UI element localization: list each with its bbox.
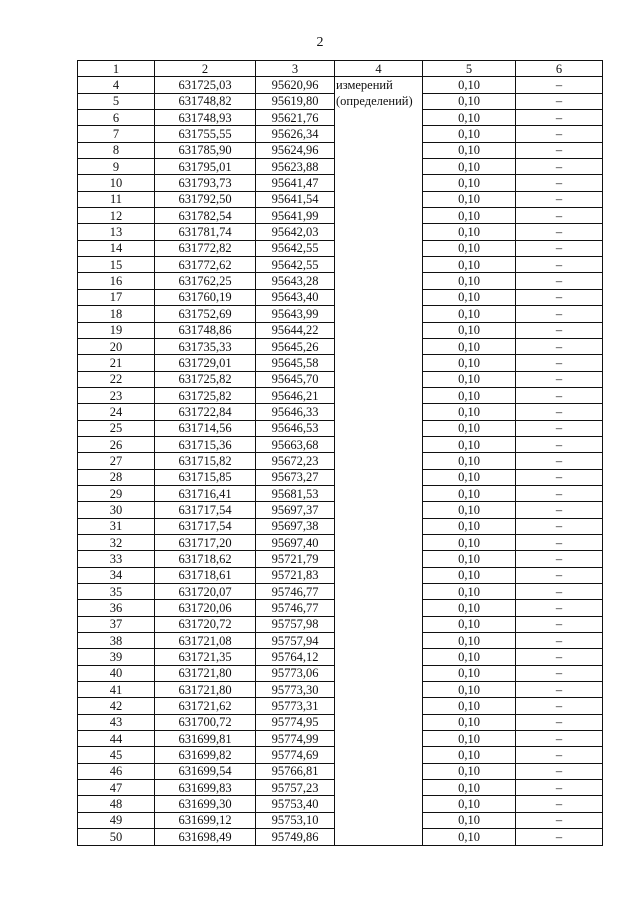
header-cell: 3: [256, 61, 335, 77]
y-coordinate-cell: 95774,95: [256, 714, 335, 730]
description-cell: –: [516, 469, 603, 485]
description-cell: –: [516, 584, 603, 600]
y-coordinate-cell: 95643,28: [256, 273, 335, 289]
table-header-row: [78, 61, 603, 77]
y-coordinate-cell: 95673,27: [256, 469, 335, 485]
y-coordinate-cell: 95645,58: [256, 355, 335, 371]
y-coordinate-cell: 95619,80: [256, 93, 335, 109]
x-coordinate-cell: 631785,90: [155, 142, 256, 158]
x-coordinate-cell: 631752,69: [155, 306, 256, 322]
y-coordinate-cell: 95721,83: [256, 567, 335, 583]
x-coordinate-cell: 631792,50: [155, 191, 256, 207]
accuracy-cell: 0,10: [423, 584, 516, 600]
point-number-cell: 39: [78, 649, 155, 665]
x-coordinate-cell: 631725,82: [155, 371, 256, 387]
y-coordinate-cell: 95642,55: [256, 240, 335, 256]
x-coordinate-cell: 631725,82: [155, 387, 256, 403]
x-coordinate-cell: 631715,36: [155, 436, 256, 452]
description-cell: –: [516, 829, 603, 845]
y-coordinate-cell: 95645,26: [256, 338, 335, 354]
description-cell: –: [516, 485, 603, 501]
y-coordinate-cell: 95681,53: [256, 485, 335, 501]
description-cell: –: [516, 534, 603, 550]
header-cell: 5: [423, 61, 516, 77]
accuracy-cell: 0,10: [423, 812, 516, 828]
y-coordinate-cell: 95641,99: [256, 208, 335, 224]
x-coordinate-cell: 631748,82: [155, 93, 256, 109]
point-number-cell: 20: [78, 338, 155, 354]
y-coordinate-cell: 95623,88: [256, 159, 335, 175]
x-coordinate-cell: 631782,54: [155, 208, 256, 224]
x-coordinate-cell: 631699,30: [155, 796, 256, 812]
method-text-line: измерений: [336, 78, 393, 93]
point-number-cell: 38: [78, 633, 155, 649]
point-number-cell: 19: [78, 322, 155, 338]
description-cell: –: [516, 404, 603, 420]
description-cell: –: [516, 763, 603, 779]
description-cell: –: [516, 191, 603, 207]
header-cell: 4: [335, 61, 423, 77]
y-coordinate-cell: 95697,37: [256, 502, 335, 518]
description-cell: –: [516, 436, 603, 452]
x-coordinate-cell: 631748,86: [155, 322, 256, 338]
accuracy-cell: 0,10: [423, 159, 516, 175]
accuracy-cell: 0,10: [423, 453, 516, 469]
description-cell: –: [516, 796, 603, 812]
accuracy-cell: 0,10: [423, 796, 516, 812]
description-cell: –: [516, 208, 603, 224]
description-cell: –: [516, 731, 603, 747]
method-cell: [335, 77, 423, 845]
point-number-cell: 40: [78, 665, 155, 681]
point-number-cell: 41: [78, 682, 155, 698]
description-cell: –: [516, 714, 603, 730]
y-coordinate-cell: 95746,77: [256, 600, 335, 616]
x-coordinate-cell: 631721,08: [155, 633, 256, 649]
method-text-line: (определений): [336, 94, 413, 109]
x-coordinate-cell: 631793,73: [155, 175, 256, 191]
x-coordinate-cell: 631781,74: [155, 224, 256, 240]
x-coordinate-cell: 631762,25: [155, 273, 256, 289]
x-coordinate-cell: 631720,07: [155, 584, 256, 600]
x-coordinate-cell: 631715,85: [155, 469, 256, 485]
point-number-cell: 29: [78, 485, 155, 501]
accuracy-cell: 0,10: [423, 404, 516, 420]
y-coordinate-cell: 95757,98: [256, 616, 335, 632]
point-number-cell: 9: [78, 159, 155, 175]
y-coordinate-cell: 95643,99: [256, 306, 335, 322]
x-coordinate-cell: 631699,82: [155, 747, 256, 763]
point-number-cell: 15: [78, 257, 155, 273]
accuracy-cell: 0,10: [423, 208, 516, 224]
accuracy-cell: 0,10: [423, 436, 516, 452]
accuracy-cell: 0,10: [423, 306, 516, 322]
y-coordinate-cell: 95721,79: [256, 551, 335, 567]
point-number-cell: 6: [78, 110, 155, 126]
point-number-cell: 28: [78, 469, 155, 485]
accuracy-cell: 0,10: [423, 273, 516, 289]
point-number-cell: 44: [78, 731, 155, 747]
x-coordinate-cell: 631720,06: [155, 600, 256, 616]
point-number-cell: 34: [78, 567, 155, 583]
accuracy-cell: 0,10: [423, 551, 516, 567]
x-coordinate-cell: 631721,35: [155, 649, 256, 665]
accuracy-cell: 0,10: [423, 191, 516, 207]
point-number-cell: 30: [78, 502, 155, 518]
point-number-cell: 37: [78, 616, 155, 632]
accuracy-cell: 0,10: [423, 224, 516, 240]
y-coordinate-cell: 95753,10: [256, 812, 335, 828]
x-coordinate-cell: 631721,80: [155, 665, 256, 681]
y-coordinate-cell: 95773,06: [256, 665, 335, 681]
description-cell: –: [516, 453, 603, 469]
point-number-cell: 17: [78, 289, 155, 305]
description-cell: –: [516, 420, 603, 436]
accuracy-cell: 0,10: [423, 485, 516, 501]
accuracy-cell: 0,10: [423, 77, 516, 93]
description-cell: –: [516, 273, 603, 289]
y-coordinate-cell: 95697,38: [256, 518, 335, 534]
description-cell: –: [516, 616, 603, 632]
y-coordinate-cell: 95672,23: [256, 453, 335, 469]
point-number-cell: 27: [78, 453, 155, 469]
point-number-cell: 23: [78, 387, 155, 403]
x-coordinate-cell: 631795,01: [155, 159, 256, 175]
point-number-cell: 10: [78, 175, 155, 191]
point-number-cell: 50: [78, 829, 155, 845]
x-coordinate-cell: 631760,19: [155, 289, 256, 305]
accuracy-cell: 0,10: [423, 829, 516, 845]
y-coordinate-cell: 95642,55: [256, 257, 335, 273]
description-cell: –: [516, 518, 603, 534]
x-coordinate-cell: 631755,55: [155, 126, 256, 142]
accuracy-cell: 0,10: [423, 747, 516, 763]
point-number-cell: 22: [78, 371, 155, 387]
coordinates-table: [77, 60, 603, 846]
description-cell: –: [516, 502, 603, 518]
point-number-cell: 4: [78, 77, 155, 93]
accuracy-cell: 0,10: [423, 387, 516, 403]
x-coordinate-cell: 631718,62: [155, 551, 256, 567]
accuracy-cell: 0,10: [423, 502, 516, 518]
point-number-cell: 35: [78, 584, 155, 600]
accuracy-cell: 0,10: [423, 420, 516, 436]
point-number-cell: 33: [78, 551, 155, 567]
x-coordinate-cell: 631748,93: [155, 110, 256, 126]
y-coordinate-cell: 95646,53: [256, 420, 335, 436]
x-coordinate-cell: 631725,03: [155, 77, 256, 93]
description-cell: –: [516, 224, 603, 240]
y-coordinate-cell: 95644,22: [256, 322, 335, 338]
x-coordinate-cell: 631722,84: [155, 404, 256, 420]
x-coordinate-cell: 631729,01: [155, 355, 256, 371]
description-cell: –: [516, 355, 603, 371]
accuracy-cell: 0,10: [423, 780, 516, 796]
accuracy-cell: 0,10: [423, 600, 516, 616]
description-cell: –: [516, 633, 603, 649]
x-coordinate-cell: 631718,61: [155, 567, 256, 583]
point-number-cell: 25: [78, 420, 155, 436]
accuracy-cell: 0,10: [423, 534, 516, 550]
accuracy-cell: 0,10: [423, 714, 516, 730]
accuracy-cell: 0,10: [423, 518, 516, 534]
y-coordinate-cell: 95646,21: [256, 387, 335, 403]
description-cell: –: [516, 77, 603, 93]
description-cell: –: [516, 812, 603, 828]
x-coordinate-cell: 631715,82: [155, 453, 256, 469]
point-number-cell: 49: [78, 812, 155, 828]
description-cell: –: [516, 142, 603, 158]
accuracy-cell: 0,10: [423, 338, 516, 354]
description-cell: –: [516, 698, 603, 714]
description-cell: –: [516, 322, 603, 338]
point-number-cell: 31: [78, 518, 155, 534]
y-coordinate-cell: 95626,34: [256, 126, 335, 142]
x-coordinate-cell: 631699,12: [155, 812, 256, 828]
description-cell: –: [516, 289, 603, 305]
y-coordinate-cell: 95773,30: [256, 682, 335, 698]
x-coordinate-cell: 631717,54: [155, 502, 256, 518]
point-number-cell: 5: [78, 93, 155, 109]
accuracy-cell: 0,10: [423, 289, 516, 305]
accuracy-cell: 0,10: [423, 355, 516, 371]
y-coordinate-cell: 95624,96: [256, 142, 335, 158]
accuracy-cell: 0,10: [423, 257, 516, 273]
y-coordinate-cell: 95774,99: [256, 731, 335, 747]
y-coordinate-cell: 95641,47: [256, 175, 335, 191]
y-coordinate-cell: 95642,03: [256, 224, 335, 240]
point-number-cell: 32: [78, 534, 155, 550]
x-coordinate-cell: 631772,62: [155, 257, 256, 273]
description-cell: –: [516, 240, 603, 256]
point-number-cell: 21: [78, 355, 155, 371]
accuracy-cell: 0,10: [423, 763, 516, 779]
point-number-cell: 36: [78, 600, 155, 616]
description-cell: –: [516, 126, 603, 142]
header-cell: 6: [516, 61, 603, 77]
description-cell: –: [516, 257, 603, 273]
page-number: 2: [316, 35, 324, 50]
accuracy-cell: 0,10: [423, 567, 516, 583]
description-cell: –: [516, 567, 603, 583]
accuracy-cell: 0,10: [423, 240, 516, 256]
x-coordinate-cell: 631735,33: [155, 338, 256, 354]
header-cell: 1: [78, 61, 155, 77]
x-coordinate-cell: 631720,72: [155, 616, 256, 632]
point-number-cell: 16: [78, 273, 155, 289]
y-coordinate-cell: 95774,69: [256, 747, 335, 763]
accuracy-cell: 0,10: [423, 682, 516, 698]
y-coordinate-cell: 95746,77: [256, 584, 335, 600]
accuracy-cell: 0,10: [423, 175, 516, 191]
point-number-cell: 7: [78, 126, 155, 142]
accuracy-cell: 0,10: [423, 93, 516, 109]
accuracy-cell: 0,10: [423, 142, 516, 158]
accuracy-cell: 0,10: [423, 371, 516, 387]
y-coordinate-cell: 95620,96: [256, 77, 335, 93]
point-number-cell: 13: [78, 224, 155, 240]
x-coordinate-cell: 631721,62: [155, 698, 256, 714]
x-coordinate-cell: 631772,82: [155, 240, 256, 256]
point-number-cell: 12: [78, 208, 155, 224]
table-body: [78, 61, 603, 846]
header-cell: 2: [155, 61, 256, 77]
accuracy-cell: 0,10: [423, 731, 516, 747]
accuracy-cell: 0,10: [423, 698, 516, 714]
table-row: [78, 77, 603, 93]
description-cell: –: [516, 682, 603, 698]
point-number-cell: 43: [78, 714, 155, 730]
description-cell: –: [516, 387, 603, 403]
y-coordinate-cell: 95663,68: [256, 436, 335, 452]
x-coordinate-cell: 631714,56: [155, 420, 256, 436]
x-coordinate-cell: 631721,80: [155, 682, 256, 698]
x-coordinate-cell: 631699,54: [155, 763, 256, 779]
y-coordinate-cell: 95749,86: [256, 829, 335, 845]
x-coordinate-cell: 631699,81: [155, 731, 256, 747]
description-cell: –: [516, 338, 603, 354]
x-coordinate-cell: 631717,20: [155, 534, 256, 550]
description-cell: –: [516, 551, 603, 567]
description-cell: –: [516, 306, 603, 322]
description-cell: –: [516, 175, 603, 191]
description-cell: –: [516, 159, 603, 175]
accuracy-cell: 0,10: [423, 633, 516, 649]
y-coordinate-cell: 95645,70: [256, 371, 335, 387]
y-coordinate-cell: 95757,23: [256, 780, 335, 796]
point-number-cell: 48: [78, 796, 155, 812]
y-coordinate-cell: 95646,33: [256, 404, 335, 420]
description-cell: –: [516, 110, 603, 126]
accuracy-cell: 0,10: [423, 126, 516, 142]
y-coordinate-cell: 95757,94: [256, 633, 335, 649]
x-coordinate-cell: 631700,72: [155, 714, 256, 730]
accuracy-cell: 0,10: [423, 110, 516, 126]
accuracy-cell: 0,10: [423, 469, 516, 485]
description-cell: –: [516, 780, 603, 796]
description-cell: –: [516, 649, 603, 665]
y-coordinate-cell: 95753,40: [256, 796, 335, 812]
x-coordinate-cell: 631698,49: [155, 829, 256, 845]
y-coordinate-cell: 95773,31: [256, 698, 335, 714]
accuracy-cell: 0,10: [423, 649, 516, 665]
point-number-cell: 24: [78, 404, 155, 420]
description-cell: –: [516, 600, 603, 616]
point-number-cell: 8: [78, 142, 155, 158]
accuracy-cell: 0,10: [423, 616, 516, 632]
y-coordinate-cell: 95621,76: [256, 110, 335, 126]
point-number-cell: 42: [78, 698, 155, 714]
point-number-cell: 18: [78, 306, 155, 322]
x-coordinate-cell: 631716,41: [155, 485, 256, 501]
x-coordinate-cell: 631717,54: [155, 518, 256, 534]
description-cell: –: [516, 371, 603, 387]
y-coordinate-cell: 95641,54: [256, 191, 335, 207]
x-coordinate-cell: 631699,83: [155, 780, 256, 796]
y-coordinate-cell: 95643,40: [256, 289, 335, 305]
point-number-cell: 46: [78, 763, 155, 779]
point-number-cell: 14: [78, 240, 155, 256]
y-coordinate-cell: 95764,12: [256, 649, 335, 665]
y-coordinate-cell: 95697,40: [256, 534, 335, 550]
y-coordinate-cell: 95766,81: [256, 763, 335, 779]
description-cell: –: [516, 747, 603, 763]
point-number-cell: 45: [78, 747, 155, 763]
accuracy-cell: 0,10: [423, 665, 516, 681]
point-number-cell: 11: [78, 191, 155, 207]
accuracy-cell: 0,10: [423, 322, 516, 338]
description-cell: –: [516, 665, 603, 681]
point-number-cell: 47: [78, 780, 155, 796]
description-cell: –: [516, 93, 603, 109]
point-number-cell: 26: [78, 436, 155, 452]
